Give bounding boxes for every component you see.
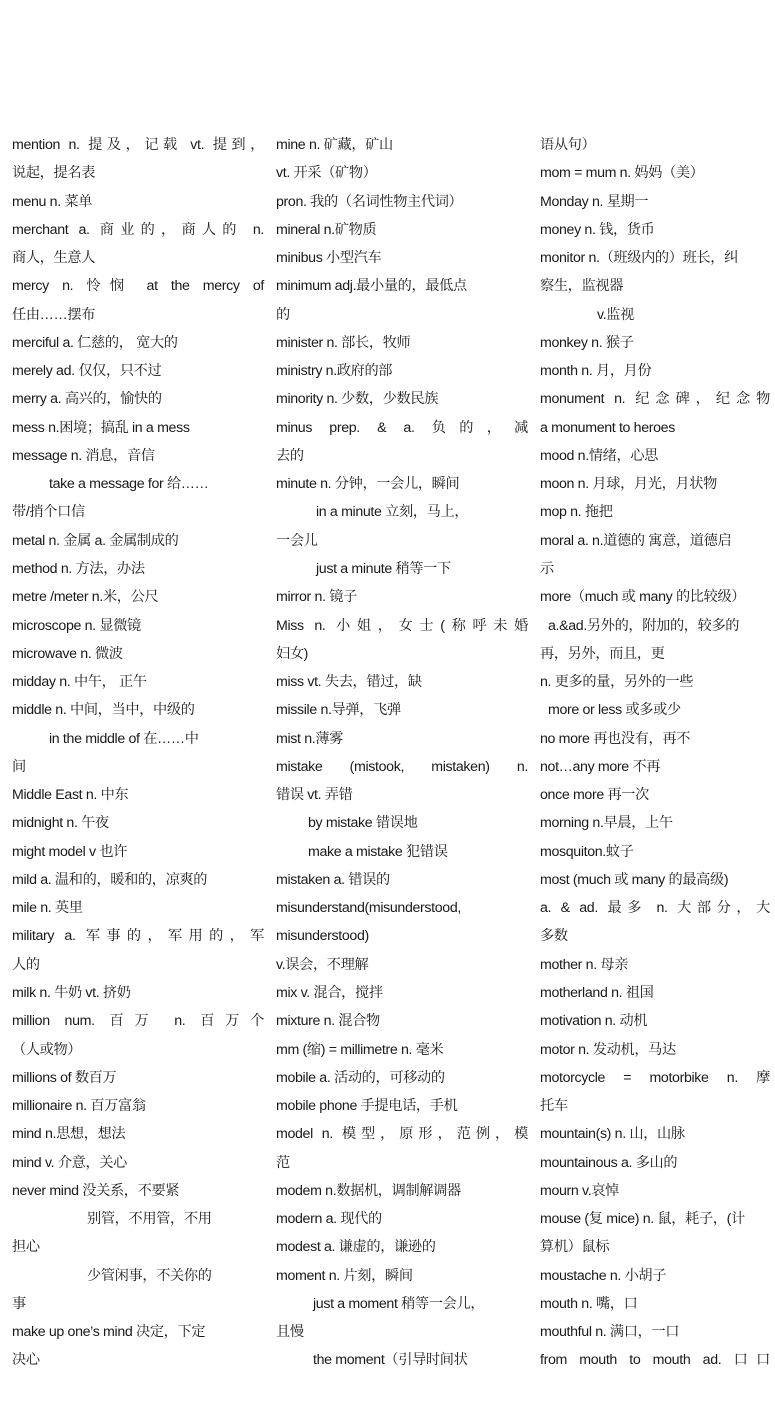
vocab-line: 带/捎个口信 xyxy=(12,504,85,521)
vocab-line: make a mistake 犯错误 xyxy=(308,843,448,860)
vocab-line: 示 xyxy=(540,560,554,577)
vocab-line: 说起，提名表 xyxy=(12,165,96,182)
vocab-line: 范 xyxy=(276,1154,290,1171)
vocabulary-page xyxy=(0,131,775,1381)
vocab-line: monument n. 纪念碑，纪念物 xyxy=(540,391,770,408)
vocab-line: motivation n. 动机 xyxy=(540,1013,648,1030)
vocab-line: metal n. 金属 a. 金属制成的 xyxy=(12,532,179,549)
vocab-line: method n. 方法，办法 xyxy=(12,560,145,577)
vocab-line: 的 xyxy=(276,306,290,323)
vocab-line: 语从句） xyxy=(540,137,596,153)
vocab-line: mix v. 混合，搅拌 xyxy=(276,984,383,1001)
vocab-line: minority n. 少数，少数民族 xyxy=(276,391,439,408)
vocab-line: mouthful n. 满口，一口 xyxy=(540,1324,680,1341)
vocab-line: 去的 xyxy=(276,447,304,464)
column-right xyxy=(540,131,770,1375)
vocab-line: metre /meter n.米，公尺 xyxy=(12,589,159,606)
vocab-line: in the middle of 在……中 xyxy=(49,730,199,747)
vocab-line: merchant a. 商业的，商人的 n. xyxy=(12,221,264,238)
vocab-line: mouth n. 嘴，口 xyxy=(540,1295,638,1312)
vocab-line: from mouth to mouth ad. 口口 xyxy=(540,1352,770,1369)
vocab-line: 人的 xyxy=(12,956,40,973)
vocab-line: miss vt. 失去，错过，缺 xyxy=(276,674,422,691)
vocab-line: morning n.早晨，上午 xyxy=(540,815,673,832)
vocab-line: mention n. 提及，记载 vt. 提到， xyxy=(12,137,264,153)
column-middle xyxy=(276,131,528,1375)
vocab-line: 察生，监视器 xyxy=(540,278,624,295)
vocab-line: mineral n.矿物质 xyxy=(276,221,377,238)
vocab-line: millions of 数百万 xyxy=(12,1069,117,1086)
vocab-line: midnight n. 午夜 xyxy=(12,815,109,832)
vocab-line: no more 再也没有，再不 xyxy=(540,730,691,747)
vocab-line: mile n. 英里 xyxy=(12,900,83,917)
vocab-line: a. & ad. 最多 n. 大部分，大 xyxy=(540,900,770,917)
vocab-line: mild a. 温和的，暖和的，凉爽的 xyxy=(12,871,208,888)
vocab-line: by mistake 错误地 xyxy=(308,815,418,832)
vocab-line: modem n.数据机，调制解调器 xyxy=(276,1182,461,1199)
vocab-line: money n. 钱，货币 xyxy=(540,221,655,238)
vocab-line: once more 再一次 xyxy=(540,787,649,804)
vocab-line: Miss n. 小姐，女士(称呼未婚 xyxy=(276,617,528,634)
vocab-line: moustache n. 小胡子 xyxy=(540,1267,667,1284)
vocab-line: just a minute 稍等一下 xyxy=(316,560,451,577)
vocab-line: more（much 或 many 的比较级） xyxy=(540,589,746,606)
vocab-line: minister n. 部长，牧师 xyxy=(276,334,411,351)
vocab-line: mobile a. 活动的，可移动的 xyxy=(276,1069,445,1086)
vocab-line: misunderstand(misunderstood, xyxy=(276,900,461,917)
vocab-line: mercy n. 怜悯 at the mercy of xyxy=(12,278,264,295)
vocab-line: monkey n. 猴子 xyxy=(540,334,634,351)
vocab-line: the moment（引导时间状 xyxy=(313,1352,468,1369)
vocab-line: military a. 军事的，军用的，军 xyxy=(12,928,264,945)
vocab-line: 别管，不用管，不用 xyxy=(87,1211,212,1228)
vocab-line: minimum adj.最小量的，最低点 xyxy=(276,278,467,295)
vocab-line: misunderstood) xyxy=(276,928,369,945)
vocab-line: message n. 消息，音信 xyxy=(12,447,155,464)
vocab-line: 算机）鼠标 xyxy=(540,1239,610,1256)
vocab-line: mouse (复 mice) n. 鼠，耗子，(计 xyxy=(540,1211,745,1228)
vocab-line: motor n. 发动机，马达 xyxy=(540,1041,676,1058)
vocab-line: ministry n.政府的部 xyxy=(276,363,393,380)
vocab-line: million num. 百万 n. 百万个 xyxy=(12,1013,264,1030)
vocab-line: 且慢 xyxy=(276,1324,304,1341)
vocab-line: moral a. n.道德的 寓意，道德启 xyxy=(540,532,732,549)
vocab-line: mistake (mistook, mistaken) n. xyxy=(276,758,528,775)
vocab-line: mom = mum n. 妈妈（美） xyxy=(540,165,704,182)
vocab-line: merry a. 高兴的，愉快的 xyxy=(12,391,162,408)
vocab-line: mirror n. 镜子 xyxy=(276,589,357,606)
vocab-line: mine n. 矿藏，矿山 xyxy=(276,137,393,153)
vocab-line: mixture n. 混合物 xyxy=(276,1013,380,1030)
vocab-line: most (much 或 many 的最高级) xyxy=(540,871,729,888)
vocab-line: merely ad. 仅仅，只不过 xyxy=(12,363,162,380)
vocab-line: vt. 开采（矿物） xyxy=(276,165,377,182)
vocab-line: moon n. 月球，月光，月状物 xyxy=(540,476,717,493)
vocab-line: modern a. 现代的 xyxy=(276,1211,382,1228)
vocab-line: microwave n. 微波 xyxy=(12,645,123,662)
vocab-line: minute n. 分钟，一会儿，瞬间 xyxy=(276,476,460,493)
vocab-line: mood n.情绪，心思 xyxy=(540,447,659,464)
vocab-line: not…any more 不再 xyxy=(540,758,661,775)
vocab-line: mountainous a. 多山的 xyxy=(540,1154,678,1171)
vocab-line: more or less 或多或少 xyxy=(548,702,681,719)
vocab-line: mm (缩) = millimetre n. 毫米 xyxy=(276,1041,444,1058)
vocab-line: 妇女) xyxy=(276,645,309,662)
vocab-line: never mind 没关系，不要紧 xyxy=(12,1182,180,1199)
vocab-line: mind v. 介意，关心 xyxy=(12,1154,128,1171)
vocab-line: millionaire n. 百万富翁 xyxy=(12,1098,146,1115)
vocab-line: mop n. 拖把 xyxy=(540,504,613,521)
vocab-line: mountain(s) n. 山，山脉 xyxy=(540,1126,685,1143)
vocab-line: modest a. 谦虚的，谦逊的 xyxy=(276,1239,436,1256)
vocab-line: model n. 模型，原形，范例，模 xyxy=(276,1126,528,1143)
vocab-line: mistaken a. 错误的 xyxy=(276,871,390,888)
vocab-line: n. 更多的量，另外的一些 xyxy=(540,674,694,691)
vocab-line: mind n.思想，想法 xyxy=(12,1126,126,1143)
vocab-line: 担心 xyxy=(12,1239,40,1256)
vocab-line: mother n. 母亲 xyxy=(540,956,629,973)
vocab-line: might model v 也许 xyxy=(12,843,128,860)
vocab-line: 决心 xyxy=(12,1352,40,1369)
vocab-line: minibus 小型汽车 xyxy=(276,250,382,267)
vocab-line: Monday n. 星期一 xyxy=(540,193,649,210)
vocab-line: Middle East n. 中东 xyxy=(12,787,129,804)
vocab-line: 少管闲事，不关你的 xyxy=(87,1267,212,1284)
vocab-line: mist n.薄雾 xyxy=(276,730,344,747)
vocab-line: moment n. 片刻，瞬间 xyxy=(276,1267,413,1284)
vocab-line: a.&ad.另外的，附加的，较多的 xyxy=(548,617,740,634)
vocab-line: in a minute 立刻，马上， xyxy=(316,504,469,521)
vocab-line: merciful a. 仁慈的， 宽大的 xyxy=(12,334,178,351)
vocab-line: 再，另外，而且，更 xyxy=(540,645,665,662)
column-left xyxy=(12,131,264,1375)
vocab-line: month n. 月，月份 xyxy=(540,363,652,380)
vocab-line: 一会儿 xyxy=(276,532,318,549)
vocab-line: microscope n. 显微镜 xyxy=(12,617,141,634)
vocab-line: pron. 我的（名词性物主代词） xyxy=(276,193,463,210)
vocab-line: menu n. 菜单 xyxy=(12,193,93,210)
vocab-line: 托车 xyxy=(540,1098,568,1115)
vocab-line: minus prep. & a. 负的，减 xyxy=(276,419,528,436)
vocab-line: 间 xyxy=(12,758,26,775)
vocab-line: 任由……摆布 xyxy=(12,306,96,323)
vocab-line: v.监视 xyxy=(597,306,634,323)
vocab-line: mobile phone 手提电话，手机 xyxy=(276,1098,458,1115)
vocab-line: mourn v.哀悼 xyxy=(540,1182,620,1199)
vocab-line: missile n.导弹，飞弹 xyxy=(276,702,401,719)
vocab-line: take a message for 给…… xyxy=(49,476,209,493)
vocab-line: mosquiton.蚊子 xyxy=(540,843,634,860)
vocab-line: midday n. 中午， 正午 xyxy=(12,674,147,691)
vocab-line: motherland n. 祖国 xyxy=(540,984,654,1001)
vocab-line: 事 xyxy=(12,1295,26,1312)
vocab-line: monitor n.（班级内的）班长，纠 xyxy=(540,250,738,267)
vocab-line: motorcycle = motorbike n. 摩 xyxy=(540,1069,770,1086)
vocab-line: just a moment 稍等一会儿， xyxy=(313,1295,485,1312)
vocab-line: 商人，生意人 xyxy=(12,250,96,267)
vocab-line: mess n.困境；搞乱 in a mess xyxy=(12,419,190,436)
vocab-line: milk n. 牛奶 vt. 挤奶 xyxy=(12,984,131,1001)
vocab-line: a monument to heroes xyxy=(540,419,675,436)
vocab-line: （人或物） xyxy=(12,1041,82,1058)
vocab-line: 多数 xyxy=(540,928,568,945)
vocab-line: v.误会，不理解 xyxy=(276,956,369,973)
vocab-line: 错误 vt. 弄错 xyxy=(276,787,353,804)
vocab-line: make up one’s mind 决定，下定 xyxy=(12,1324,206,1341)
vocab-line: middle n. 中间，当中，中级的 xyxy=(12,702,195,719)
